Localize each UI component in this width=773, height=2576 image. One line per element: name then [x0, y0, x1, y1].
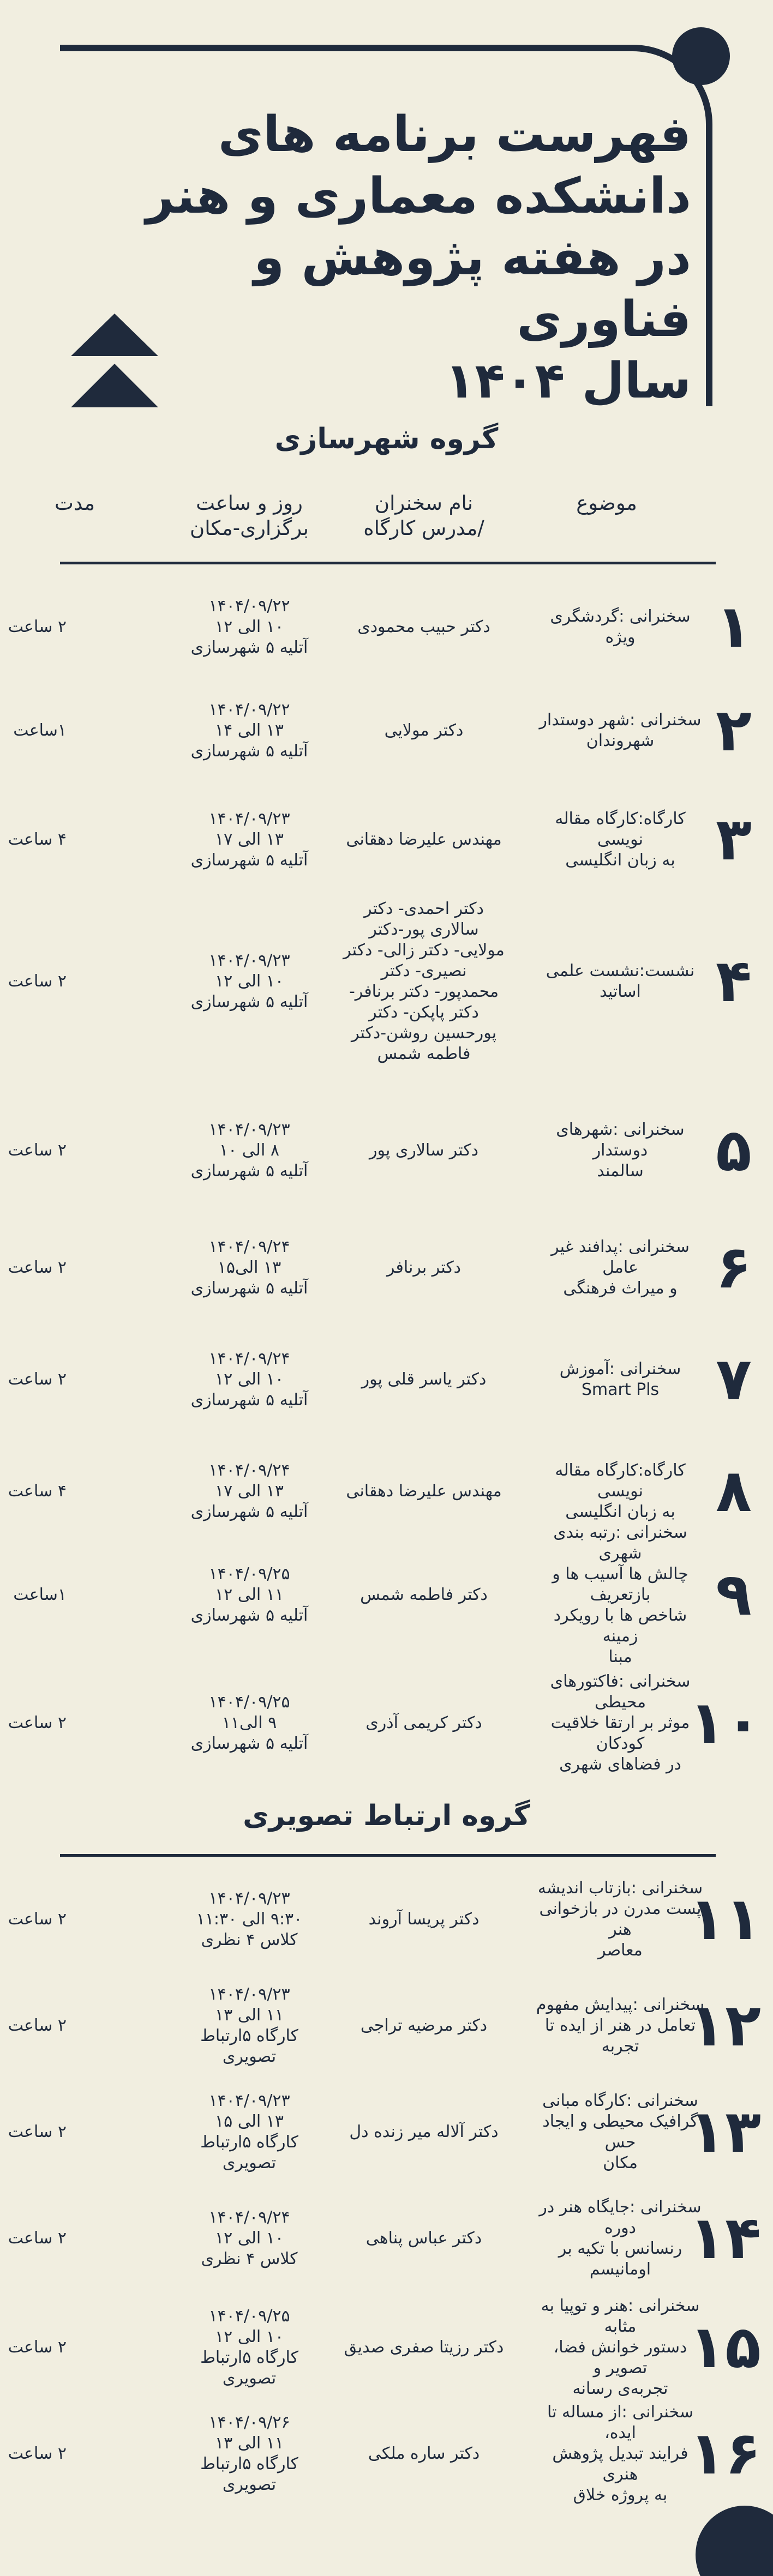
row-time-place [173, 1237, 326, 1299]
speaker-line: دکتر مولایی [384, 721, 464, 740]
time-line: آتلیه ۵ شهرسازی [190, 742, 308, 761]
topic-line: سخنرانی :آموزش Smart Pls [559, 1359, 681, 1399]
row-speaker [342, 617, 506, 637]
time-line: ۱۳ الی ۱۴ [214, 721, 284, 740]
row-speaker [342, 2443, 506, 2464]
topic-line: شاخص ها با رویکرد زمینه [553, 1606, 687, 1646]
row-duration: ۲ ساعت [8, 1713, 67, 1732]
topic-line: سخنرانی :هنر و توپیا به مثابه [541, 2296, 700, 2336]
row-speaker [342, 1257, 506, 1278]
time-line: ۱۴۰۴/۰۹/۲۴ [208, 2208, 290, 2227]
time-line: ۱۱ الی ۱۳ [214, 2006, 284, 2025]
row-duration: ۴ ساعت [8, 830, 67, 849]
row-topic [536, 1878, 705, 1961]
time-line: ۸ الی ۱۰ [219, 1141, 279, 1160]
time-line: ۱۴۰۴/۰۹/۲۴ [208, 1237, 290, 1256]
row-number: ۵ [716, 1116, 752, 1184]
row-time-place [173, 1349, 326, 1411]
row-speaker [342, 720, 506, 741]
row-time-place [173, 950, 326, 1013]
divider [60, 562, 716, 564]
row-time-place [173, 700, 326, 762]
time-line: آتلیه ۵ شهرسازی [190, 851, 308, 870]
time-line: ۱۴۰۴/۰۹/۲۳ [208, 1889, 290, 1908]
speaker-line: دکتر پاپکن- دکتر [369, 1003, 479, 1022]
topic-line: سخنرانی :شهرهای دوستدار [556, 1120, 685, 1160]
topic-line: گرافیک محیطی و ایجاد حس [542, 2112, 698, 2152]
topic-line: سخنرانی :از مساله تا ایده، [547, 2403, 694, 2442]
row-number: ۱۳ [689, 2098, 761, 2166]
row-topic [536, 2402, 705, 2506]
topic-line: کارگاه:کارگاه مقاله نویسی [555, 1461, 686, 1501]
row-number: ۹ [716, 1561, 752, 1629]
topic-line: نشست:نشست علمی [546, 961, 695, 980]
row-duration: ۴ ساعت [8, 1482, 67, 1501]
time-line: کارگاه ۵ارتباط تصویری [200, 2026, 298, 2066]
row-duration: ۲ ساعت [8, 2016, 67, 2035]
topic-line: و میراث فرهنگی [563, 1279, 678, 1298]
header-speaker-line: نام سخنران [374, 491, 474, 515]
time-line: آتلیه ۵ شهرسازی [190, 1279, 308, 1298]
row-time-place [173, 2207, 326, 2270]
row-number: ۱۲ [689, 1991, 761, 2060]
row-duration: ۲ ساعت [8, 1258, 67, 1277]
time-line: آتلیه ۵ شهرسازی [190, 1391, 308, 1410]
row-time-place [173, 1692, 326, 1754]
speaker-line: نصیری- دکتر [381, 961, 467, 980]
row-speaker [342, 1369, 506, 1390]
title-line: دانشکده معماری و هنر [146, 167, 691, 225]
topic-line: تجربه‌ی رسانه [572, 2379, 668, 2398]
topic-line: سخنرانی :رتبه بندی شهری [553, 1523, 687, 1563]
row-number: ۳ [716, 805, 752, 874]
time-line: کلاس ۴ نظری [201, 1930, 298, 1949]
row-number: ۴ [716, 947, 752, 1015]
speaker-line: محمدپور- دکتر برنافر- [349, 982, 499, 1001]
row-number: ۱۴ [689, 2204, 761, 2272]
row-topic [536, 2091, 705, 2174]
row-number: ۶ [716, 1233, 752, 1302]
time-line: ۱۴۰۴/۰۹/۲۵ [208, 1693, 290, 1712]
topic-line: دستور خوانش فضا، تصویر و [553, 2338, 687, 2378]
time-line: ۱۰ الی ۱۲ [214, 1370, 284, 1389]
row-duration: ۲ ساعت [8, 972, 67, 991]
row-topic [536, 809, 705, 871]
time-line: کارگاه ۵ارتباط تصویری [200, 2133, 298, 2172]
time-line: ۱۴۰۴/۰۹/۲۳ [208, 809, 290, 828]
row-duration: ۲ ساعت [8, 1910, 67, 1929]
speaker-line: دکتر برنافر [386, 1258, 462, 1277]
row-number: ۱۰ [689, 1689, 761, 1757]
time-line: ۱۴۰۴/۰۹/۲۳ [208, 951, 290, 970]
row-topic [536, 1995, 705, 2057]
topic-line: در فضاهای شهری [559, 1755, 681, 1774]
row-topic [536, 1237, 705, 1299]
row-time-place [173, 2306, 326, 2389]
row-duration: ۲ ساعت [8, 2444, 67, 2463]
time-line: آتلیه ۵ شهرسازی [190, 992, 308, 1012]
row-number: ۱۵ [689, 2313, 761, 2381]
speaker-line: دکتر رزیتا صفری صدیق [344, 2338, 504, 2357]
row-speaker [342, 829, 506, 850]
time-line: ۱۱ الی ۱۳ [214, 2434, 284, 2453]
row-topic [536, 1460, 705, 1522]
row-time-place [173, 1888, 326, 1951]
row-speaker [342, 2337, 506, 2358]
divider [60, 1854, 716, 1857]
topic-line: تعامل در هنر از ایده تا تجربه [544, 2016, 696, 2056]
row-speaker [342, 1585, 506, 1605]
time-line: آتلیه ۵ شهرسازی [190, 1606, 308, 1625]
topic-line: پست مدرن در بازخوانی هنر [539, 1899, 702, 1939]
row-time-place [173, 2412, 326, 2495]
topic-line: شهروندان [586, 731, 655, 750]
speaker-line: دکتر سالاری پور [369, 1141, 478, 1160]
row-topic [536, 1359, 705, 1400]
row-duration: ۲ ساعت [8, 2229, 67, 2248]
row-duration: ۲ ساعت [8, 2338, 67, 2357]
speaker-line: پورحسین روشن-دکتر [351, 1024, 497, 1043]
time-line: کارگاه ۵ارتباط تصویری [200, 2348, 298, 2388]
row-topic [536, 1120, 705, 1182]
row-topic [536, 1671, 705, 1775]
time-line: ۹:۳۰ الی ۱۱:۳۰ [196, 1910, 303, 1929]
page-title [146, 104, 691, 412]
time-line: ۱۴۰۴/۰۹/۲۵ [208, 1564, 290, 1584]
topic-line: اساتید [600, 982, 641, 1001]
title-line: سال ۱۴۰۴ [445, 352, 691, 410]
row-speaker [342, 2015, 506, 2036]
title-line: فهرست برنامه های [218, 106, 691, 163]
time-line: ۱۴۰۴/۰۹/۲۶ [208, 2413, 290, 2432]
topic-line: موثر بر ارتقا خلاقیت کودکان [550, 1713, 690, 1753]
time-line: ۱۴۰۴/۰۹/۲۳ [208, 1985, 290, 2004]
speaker-line: دکتر فاطمه شمس [360, 1585, 488, 1604]
time-line: ۱۰ الی ۱۲ [214, 2229, 284, 2248]
bottom-circle-decoration [690, 2500, 773, 2576]
time-line: ۱۰ الی ۱۲ [214, 617, 284, 636]
row-topic [536, 2197, 705, 2280]
row-number: ۷ [716, 1345, 752, 1413]
row-speaker [342, 1713, 506, 1734]
row-speaker [342, 1481, 506, 1502]
topic-line: به زبان انگلیسی [565, 1502, 675, 1521]
time-line: ۱۱ الی ۱۲ [214, 1585, 284, 1604]
row-speaker [342, 899, 506, 1064]
row-time-place [173, 1120, 326, 1182]
topic-line: سالمند [597, 1161, 644, 1181]
topic-line: کارگاه:کارگاه مقاله نویسی [555, 809, 686, 849]
topic-line: فرایند تبدیل پژوهش هنری [552, 2444, 688, 2484]
topic-line: چالش ها آسیب ها و بازتعریف [552, 1564, 688, 1604]
topic-line: سخنرانی :کارگاه مبانی [542, 2091, 698, 2110]
row-topic [536, 606, 705, 648]
time-line: آتلیه ۵ شهرسازی [190, 1502, 308, 1521]
row-speaker [342, 1909, 506, 1930]
speaker-line: مهندس علیرضا دهقانی [346, 830, 502, 849]
row-speaker [342, 2228, 506, 2249]
time-line: ۱۰ الی ۱۲ [214, 2327, 284, 2346]
row-number: ۱۶ [689, 2419, 761, 2488]
time-line: کارگاه ۵ارتباط تصویری [200, 2454, 298, 2494]
speaker-line: دکتر کریمی آذری [365, 1713, 482, 1732]
title-line: در هفته پژوهش و فناوری [254, 229, 691, 348]
time-line: ۱۳ الی۱۵ [217, 1258, 281, 1277]
section-title-urban-planning: گروه شهرسازی [274, 423, 499, 455]
speaker-line: فاطمه شمس [377, 1044, 471, 1063]
header-time-line: برگزاری-مکان [190, 516, 309, 540]
topic-line: مکان [603, 2153, 638, 2172]
time-line: ۱۴۰۴/۰۹/۲۳ [208, 1120, 290, 1139]
row-topic [536, 961, 705, 1002]
row-duration: ۲ ساعت [8, 617, 67, 636]
speaker-line: دکتر مرضیه تراجی [360, 2016, 488, 2035]
time-line: ۱۴۰۴/۰۹/۲۴ [208, 1349, 290, 1368]
speaker-line: دکتر ساره ملکی [368, 2444, 480, 2463]
row-time-place [173, 2091, 326, 2174]
header-duration: مدت [54, 491, 95, 515]
time-line: آتلیه ۵ شهرسازی [190, 638, 308, 657]
header-speaker-line: /مدرس کارگاه [363, 516, 484, 540]
speaker-line: مولایی- دکتر زالی- دکتر [343, 941, 505, 960]
time-line: ۱۳ الی ۱۵ [214, 2112, 284, 2131]
topic-line: سخنرانی :گردشگری ویژه [550, 607, 691, 647]
time-line: آتلیه ۵ شهرسازی [190, 1161, 308, 1181]
time-line: کلاس ۴ نظری [201, 2249, 298, 2268]
row-speaker [342, 1140, 506, 1161]
header-topic: موضوع [576, 491, 637, 515]
header-time-place [173, 491, 326, 541]
speaker-line: دکتر احمدی- دکتر [364, 899, 484, 918]
row-duration: ۲ ساعت [8, 2122, 67, 2141]
row-time-place [173, 596, 326, 658]
topic-line: سخنرانی :پیدایش مفهوم [536, 1995, 705, 2014]
time-line: ۱۳ الی ۱۷ [214, 830, 284, 849]
row-duration: ۱ساعت [13, 1585, 67, 1604]
top-circle-decoration [671, 26, 731, 86]
topic-line: به زبان انگلیسی [565, 851, 675, 870]
row-time-place [173, 1460, 326, 1522]
topic-line: سخنرانی :شهر دوستدار [539, 711, 702, 730]
topic-line: معاصر [598, 1941, 643, 1960]
time-line: آتلیه ۵ شهرسازی [190, 1734, 308, 1753]
row-duration: ۱ساعت [13, 721, 67, 740]
topic-line: رنسانس با تکیه بر اومانیسم [558, 2239, 682, 2279]
topic-line: مبنا [608, 1647, 632, 1666]
topic-line: سخنرانی :فاکتورهای محیطی [550, 1672, 691, 1712]
time-line: ۱۳ الی ۱۷ [214, 1482, 284, 1501]
topic-line: به پروژه خلاق [573, 2485, 668, 2505]
time-line: ۱۴۰۴/۰۹/۲۵ [208, 2307, 290, 2326]
topic-line: سخنرانی :جایگاه هنر در دوره [539, 2198, 702, 2237]
row-number: ۲ [716, 696, 752, 765]
row-topic [536, 2296, 705, 2399]
time-line: ۱۴۰۴/۰۹/۲۲ [208, 597, 290, 616]
row-number: ۱ [716, 593, 752, 661]
speaker-line: مهندس علیرضا دهقانی [346, 1482, 502, 1501]
row-time-place [173, 1564, 326, 1626]
row-number: ۱۱ [689, 1885, 761, 1953]
row-time-place [173, 1984, 326, 2067]
topic-line: سخنرانی :بازتاب اندیشه [537, 1879, 703, 1898]
row-time-place [173, 809, 326, 871]
speaker-line: دکتر آلاله میر زنده دل [349, 2122, 499, 2141]
speaker-line: دکتر عباس پناهی [365, 2229, 482, 2248]
row-topic [536, 710, 705, 751]
row-number: ۸ [716, 1457, 752, 1525]
row-topic [536, 1522, 705, 1668]
speaker-line: دکتر حبیب محمودی [357, 617, 490, 636]
time-line: ۱۴۰۴/۰۹/۲۳ [208, 2091, 290, 2110]
time-line: ۹ الی۱۱ [221, 1713, 277, 1732]
time-line: ۱۴۰۴/۰۹/۲۲ [208, 700, 290, 719]
row-speaker [342, 2122, 506, 2142]
header-speaker [342, 491, 506, 541]
speaker-line: دکتر پریسا آروند [368, 1910, 480, 1929]
speaker-line: سالاری پور-دکتر [369, 920, 479, 939]
topic-line: سخنرانی :پدافند غیر عامل [551, 1237, 690, 1277]
time-line: ۱۴۰۴/۰۹/۲۴ [208, 1461, 290, 1480]
speaker-line: دکتر یاسر قلی پور [361, 1370, 487, 1389]
header-time-line: روز و ساعت [196, 491, 303, 515]
row-duration: ۲ ساعت [8, 1370, 67, 1389]
row-duration: ۲ ساعت [8, 1141, 67, 1160]
time-line: ۱۰ الی ۱۲ [214, 972, 284, 991]
section-title-visual-communication: گروه ارتباط تصویری [243, 1799, 530, 1832]
